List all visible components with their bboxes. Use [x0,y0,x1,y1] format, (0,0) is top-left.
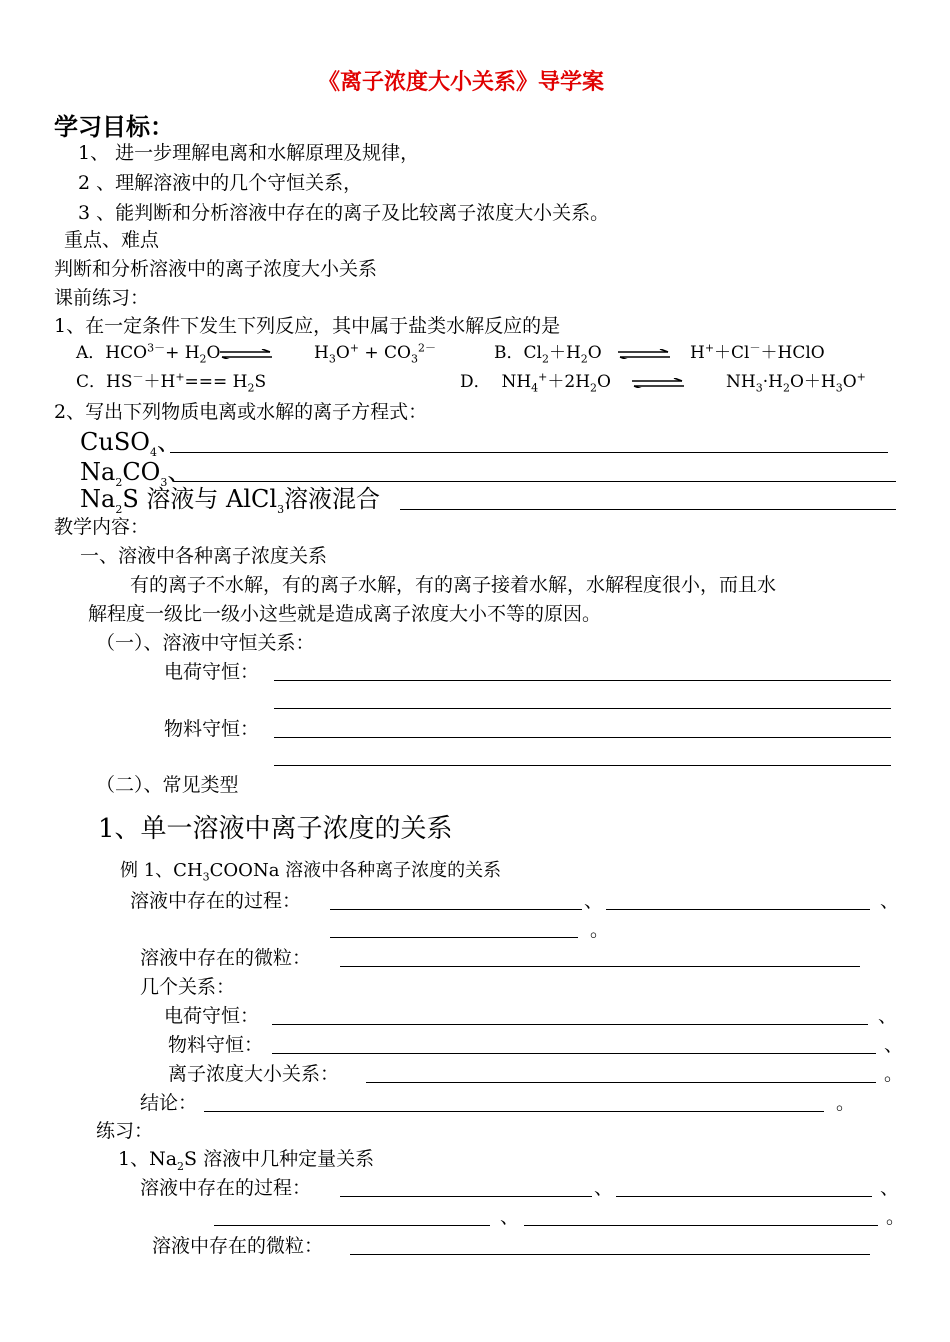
equation-mix: $Na_2S$ 溶液与 AlCl$_3$溶液混合 [80,485,381,516]
answer-line[interactable] [274,708,891,709]
material-conservation-label-2: 物料守恒： [168,1034,264,1056]
answer-line[interactable] [330,937,578,938]
process-label: 溶液中存在的过程： [130,890,302,912]
paragraph-line-2: 解程度一级比一级小这些就是造成离子浓度大小不等的原因。 [88,603,602,625]
type-1-heading: 1、单一溶液中离子浓度的关系 [98,814,453,844]
answer-line[interactable] [274,737,891,738]
key-points-heading: 重点、难点 [64,229,160,251]
paragraph-line-1: 有的离子不水解，有的离子水解，有的离子接着水解，水解程度很小，而且水 [130,574,777,596]
option-b: B．$Cl_2+H_2O$ [494,343,602,366]
conclusion-label: 结论： [140,1092,198,1114]
equilibrium-arrow-icon [220,349,272,359]
equation-na2co3: $Na_2CO_3$、 [80,458,192,489]
separator-comma: 、 [884,1034,904,1056]
practice-1: 1、$Na_2S$ 溶液中几种定量关系 [118,1148,375,1173]
key-points-text: 判断和分析溶液中的离子浓度大小关系 [54,258,378,280]
answer-line[interactable] [366,1082,876,1083]
option-d-products: $NH_3\cdot H_2O+H_3O^+$ [726,370,866,395]
separator-comma: 、 [880,890,900,912]
material-conservation-label: 物料守恒： [164,718,260,740]
particles-label-2: 溶液中存在的微粒： [152,1235,324,1257]
separator-comma: 、 [878,1005,898,1027]
particles-label: 溶液中存在的微粒： [140,947,312,969]
separator-comma: 、 [594,1177,614,1199]
objective-item-3: 3 、能判断和分析溶液中存在的离子及比较离子浓度大小关系。 [78,202,610,224]
example-1: 例 1、$CH_3COONa$ 溶液中各种离子浓度的关系 [120,860,502,884]
answer-line[interactable] [174,481,896,482]
equilibrium-arrow-icon [632,378,684,388]
question-1: 1、在一定条件下发生下列反应，其中属于盐类水解反应的是 [54,315,561,337]
separator-period: 。 [836,1092,856,1114]
answer-line[interactable] [274,765,891,766]
pre-class-heading: 课前练习： [54,287,150,309]
order-label: 离子浓度大小关系： [168,1063,340,1085]
separator-comma: 、 [880,1177,900,1199]
equation-cuso4: CuSO$_4$、 [80,428,181,459]
answer-line[interactable] [400,509,896,510]
page-title: 《离子浓度大小关系》导学案 [318,69,605,95]
answer-line[interactable] [340,966,860,967]
relations-label: 几个关系： [140,976,236,998]
practice-heading: 练习： [96,1120,154,1142]
answer-line[interactable] [272,1024,868,1025]
answer-line[interactable] [214,1225,490,1226]
answer-line[interactable] [330,909,582,910]
separator-comma: 、 [584,890,604,912]
subsection-common-types: （二）、常见类型 [96,774,239,796]
separator-comma: 、 [500,1206,520,1228]
answer-line[interactable] [204,1111,824,1112]
option-b-products: H+＋Cl－＋HClO [690,341,825,363]
answer-line[interactable] [170,452,888,453]
answer-line[interactable] [272,1053,876,1054]
answer-line[interactable] [274,680,891,681]
equilibrium-arrow-icon [618,349,670,359]
answer-line[interactable] [616,1196,872,1197]
option-a-products: $H_3O^+ + CO_3^{2-}$ [314,341,436,366]
separator-period: 。 [884,1063,904,1085]
objective-item-2: 2 、理解溶液中的几个守恒关系， [78,172,363,194]
process-label-2: 溶液中存在的过程： [140,1177,312,1199]
content-heading: 教学内容： [54,516,150,538]
answer-line[interactable] [350,1254,870,1255]
option-a: A．$HCO^{3-}+ H_2O$ [76,341,221,366]
charge-conservation-label-2: 电荷守恒： [164,1005,260,1027]
separator-period: 。 [590,919,610,941]
objective-item-1: 1、 进一步理解电离和水解原理及规律， [78,142,420,164]
answer-line[interactable] [524,1225,878,1226]
option-d: D． $NH_4^++2H_2O$ [460,370,611,395]
subsection-conservation: （一）、溶液中守恒关系： [96,632,315,654]
separator-period: 。 [886,1206,906,1228]
charge-conservation-label: 电荷守恒： [164,661,260,683]
answer-line[interactable] [340,1196,592,1197]
answer-line[interactable] [606,909,870,910]
section-1-heading: 一、溶液中各种离子浓度关系 [80,545,328,567]
option-c: C．$HS^-+H^+=== H_2S$ [76,370,267,395]
question-2: 2、写出下列物质电离或水解的离子方程式： [54,401,428,423]
objectives-heading: 学习目标： [54,112,174,141]
